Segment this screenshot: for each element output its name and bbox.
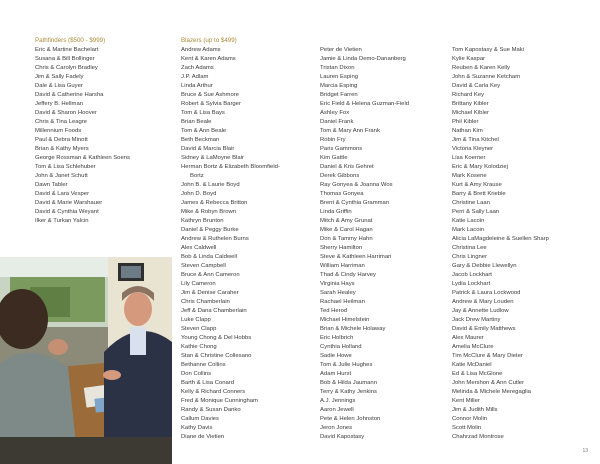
column-blazers-continued-2: [452, 36, 592, 442]
donor-name: Tom & Lisa Bays: [181, 109, 225, 116]
donor-name: Lauren Esping: [320, 73, 358, 80]
donor-name: Connor Molin: [452, 415, 488, 422]
donor-name: Gary & Debbie Llewellyn: [452, 262, 517, 269]
donor-name: Virginia Hays: [320, 280, 355, 287]
donor-name: Sarah Healey: [320, 289, 356, 296]
donor-name: Eric Holbrich: [320, 334, 354, 341]
donor-name: Bethanne Collins: [181, 361, 226, 368]
donor-name: Chris & Tina Leagre: [35, 118, 88, 125]
donor-name: Lydia Lockhart: [452, 280, 491, 287]
donor-name: J.P. Adlam: [181, 73, 209, 80]
donor-name: Jim & Denise Caraher: [181, 289, 239, 296]
column-pathfinders: [35, 36, 157, 226]
donor-name: Sherry Hamilton: [320, 244, 363, 251]
section-heading-blazers: Blazers (up to $499): [181, 37, 237, 44]
donor-name: Andrew & Mary Louden: [452, 298, 514, 305]
column-blazers-continued-1: [320, 36, 448, 442]
donor-name: Sidney & LaMoyne Blair: [181, 154, 244, 161]
donor-name: Steve & Kathleen Harriman: [320, 253, 392, 260]
donor-name: Mark Kosene: [452, 172, 487, 179]
donor-name: Tom & Lisa Schlehuber: [35, 163, 96, 170]
donor-name: Cynthia Holland: [320, 343, 362, 350]
donor-name: Alicia LaMagdeleine & Suellen Sharp: [452, 235, 549, 242]
donor-name: Peter de Vietien: [320, 46, 362, 53]
donor-name: Ray Gonyea & Joanna Wos: [320, 181, 393, 188]
meeting-photo-illustration: [0, 257, 172, 464]
meeting-photo: [0, 257, 172, 464]
donor-name: Phil Kibler: [452, 118, 479, 125]
donor-name: Dawn Tabler: [35, 181, 68, 188]
donor-name: David & Emily Matthews: [452, 325, 516, 332]
donor-name: Luke Clapp: [181, 316, 211, 323]
donor-name: Jamie & Linda Demo-Dananberg: [320, 55, 406, 62]
donor-name: Adam Hurst: [320, 370, 352, 377]
donor-name: Sadie Howe: [320, 352, 352, 359]
donor-name: Kent Miller: [452, 397, 480, 404]
donor-name: Daniel & Kris Gehret: [320, 163, 374, 170]
donor-name: James & Rebecca Britton: [181, 199, 248, 206]
donor-name: Pete & Helen Johnston: [320, 415, 381, 422]
donor-name: Chris & Carolyn Bradley: [35, 64, 98, 71]
donor-name: A.J. Jennings: [320, 397, 356, 404]
donor-name: Randy & Susan Danko: [181, 406, 241, 413]
donor-name: Barth & Lisa Conard: [181, 379, 235, 386]
donor-name: Andrew Adams: [181, 46, 221, 53]
donor-name: Linda Griffin: [320, 208, 352, 215]
donor-name: Steven Campbell: [181, 262, 226, 269]
donor-name: Bruce & Ann Cameron: [181, 271, 240, 278]
donor-name: Michael Kibler: [452, 109, 489, 116]
donor-name: Nathan Kim: [452, 127, 483, 134]
donor-name: Terry & Kathy Jenkins: [320, 388, 377, 395]
donor-name: Jim & Tina Kitchel: [452, 136, 499, 143]
donor-name: Jeff & Dana Chamberlain: [181, 307, 247, 314]
donor-name: Michael Himelstein: [320, 316, 370, 323]
donor-name: Kathryn Brunton: [181, 217, 224, 224]
donor-name: John & Suzanne Ketcham: [452, 73, 521, 80]
donor-name: Tom & Mary Ann Frank: [320, 127, 380, 134]
donor-name: John D. Boyd: [181, 190, 217, 197]
donor-name: Mike & Robyn Brown: [181, 208, 237, 215]
donor-name: Tom & Julie Hughes: [320, 361, 373, 368]
donor-name: Christina Lee: [452, 244, 487, 251]
donor-name: Fred & Monique Cunningham: [181, 397, 258, 404]
donor-name: Thad & Cindy Harvey: [320, 271, 376, 278]
donor-name: Jeffery B. Hellman: [35, 100, 84, 107]
donor-name: George Rossman & Kathleen Soens: [35, 154, 130, 161]
donor-name: Melinda & Michele Meregaglia: [452, 388, 531, 395]
donor-name: Linda Arthur: [181, 82, 213, 89]
donor-name: Tom & Ann Beale: [181, 127, 227, 134]
donor-name: Jim & Judith Mills: [452, 406, 498, 413]
donor-name: Diane de Vietien: [181, 433, 225, 440]
donor-name: David & Lara Vesper: [35, 190, 90, 197]
donor-name: John & Janet Schutt: [35, 172, 88, 179]
donor-name: Alex Maurer: [452, 334, 484, 341]
donor-name: Brian & Michele Holaway: [320, 325, 386, 332]
donor-name: Brittany Kibler: [452, 100, 489, 107]
donor-name: Tristan Dixon: [320, 64, 355, 71]
donor-name: Andrew & Ruthelen Burns: [181, 235, 249, 242]
donor-name-continued: Bortz: [190, 172, 204, 179]
page-number: 13: [582, 448, 588, 454]
donor-name: Don & Tammy Hahn: [320, 235, 373, 242]
donor-name: Kathy Davis: [181, 424, 213, 431]
donor-name: Paris Gammons: [320, 145, 363, 152]
donor-name: Dale & Lisa Guyer: [35, 82, 83, 89]
donor-name: Scott Molin: [452, 424, 482, 431]
donor-name: Ilker & Turkan Yalcin: [35, 217, 89, 224]
column-blazers: [181, 36, 313, 442]
donor-name: Kim Gattle: [320, 154, 348, 161]
donor-name: Chris Chamberlain: [181, 298, 230, 305]
section-heading-pathfinders: Pathfinders ($500 - $999): [35, 37, 106, 44]
donor-name: John Mershon & Ann Cutler: [452, 379, 525, 386]
donor-name: Barry & Brett Krieble: [452, 190, 506, 197]
donor-name: David & Catherine Harsha: [35, 91, 104, 98]
donor-name: John B. & Laurie Boyd: [181, 181, 240, 188]
donor-name: Brent & Cynthia Gramman: [320, 199, 390, 206]
donor-name: Kurt & Amy Krause: [452, 181, 502, 188]
donor-name: Mike & Carol Hagan: [320, 226, 373, 233]
donor-name: Susana & Bill Bollinger: [35, 55, 95, 62]
donor-name: Kylie Kaspar: [452, 55, 486, 62]
donor-name: Zach Adams: [181, 64, 214, 71]
donor-name: Marcia Esping: [320, 82, 358, 89]
section-heading-spacer: [320, 36, 448, 45]
donor-name: Katie McDaniel: [452, 361, 492, 368]
donor-name: Eric & Martine Bachelart: [35, 46, 99, 53]
donor-name: Eric Field & Helena Guzman-Field: [320, 100, 410, 107]
donor-name: Katie Lacoin: [452, 217, 485, 224]
donor-name: Chris Lingner: [452, 253, 488, 260]
donor-name: Patrick & Laura Lockwood: [452, 289, 521, 296]
donor-name: Stan & Christine Collesano: [181, 352, 252, 359]
donor-name: Jack Drew Martiny: [452, 316, 501, 323]
donor-name: Victoria Kleyner: [452, 145, 494, 152]
donor-name: David & Sharon Hoover: [35, 109, 97, 116]
donor-name: Kathie Chong: [181, 343, 217, 350]
donor-name: Christine Laan: [452, 199, 490, 206]
donor-name: Lily Cameron: [181, 280, 216, 287]
section-heading-spacer: [452, 36, 592, 45]
donor-name: Bob & Linda Caldwell: [181, 253, 237, 260]
donor-name: Brian & Kathy Myers: [35, 145, 89, 152]
donor-name: Steven Clapp: [181, 325, 217, 332]
donor-name: Paul & Debra Minott: [35, 136, 88, 143]
donor-name: Bruce & Sue Ashmore: [181, 91, 239, 98]
donor-name: Callum Davies: [181, 415, 219, 422]
donor-name: Young Chong & Del Hobbs: [181, 334, 252, 341]
donor-name: Robert & Sylvia Barger: [181, 100, 241, 107]
donor-name: Tom Kapostasy & Sue Maki: [452, 46, 525, 53]
donor-name: Brian Beale: [181, 118, 212, 125]
donor-name: Thomas Gonyea: [320, 190, 364, 197]
donor-name: Amelia McClure: [452, 343, 494, 350]
donor-name: Robin Fry: [320, 136, 346, 143]
donor-name: Daniel Frank: [320, 118, 354, 125]
donor-name: Ashley Fox: [320, 109, 350, 116]
donor-name: Jacob Lockhart: [452, 271, 492, 278]
donor-name: Mark Lacoin: [452, 226, 485, 233]
donor-name: Herman Bortz & Elizabeth Bloomfield-: [181, 163, 280, 170]
donor-name: Rachael Heilman: [320, 298, 365, 305]
donor-name: Mitch & Amy Grunat: [320, 217, 373, 224]
donor-name: Jeron Jones: [320, 424, 353, 431]
donor-name: Derek Gibbons: [320, 172, 360, 179]
donor-name: Kelly & Richard Conners: [181, 388, 246, 395]
donor-name: Alex Caldwell: [181, 244, 217, 251]
donor-name: Ted Herod: [320, 307, 348, 314]
donor-name: Kent & Karen Adams: [181, 55, 236, 62]
donor-name: Eric & Mary Kolodziej: [452, 163, 508, 170]
donor-name: Tim McClure & Mary Dieter: [452, 352, 523, 359]
donor-name: David & Carla Key: [452, 82, 501, 89]
donor-name: Chahrzad Montrose: [452, 433, 504, 440]
donor-name: David & Marcia Blair: [181, 145, 235, 152]
donor-name: Richard Key: [452, 91, 485, 98]
donor-name: Perri & Sally Laan: [452, 208, 500, 215]
donor-name: Daniel & Peggy Burke: [181, 226, 239, 233]
donor-name: Beth Beckman: [181, 136, 220, 143]
donor-name: William Harriman: [320, 262, 365, 269]
donor-name: Bob & Hilda Jaumann: [320, 379, 377, 386]
donor-name: David & Cynthia Weyant: [35, 208, 99, 215]
donor-name: David & Marie Warshauer: [35, 199, 103, 206]
donor-name: Lisa Koerner: [452, 154, 486, 161]
donor-name: Don Collins: [181, 370, 212, 377]
donor-name: Jim & Sally Fadely: [35, 73, 84, 80]
donor-name: Bridget Farren: [320, 91, 358, 98]
donor-name: Aaron Jewell: [320, 406, 354, 413]
donor-name: Jay & Annette Ludlow: [452, 307, 509, 314]
donor-name: Millennium Foods: [35, 127, 82, 134]
donor-name: David Kapostasy: [320, 433, 365, 440]
donor-name: Reuben & Karen Kelly: [452, 64, 510, 71]
donor-name: Ed & Lisa McGlone: [452, 370, 503, 377]
